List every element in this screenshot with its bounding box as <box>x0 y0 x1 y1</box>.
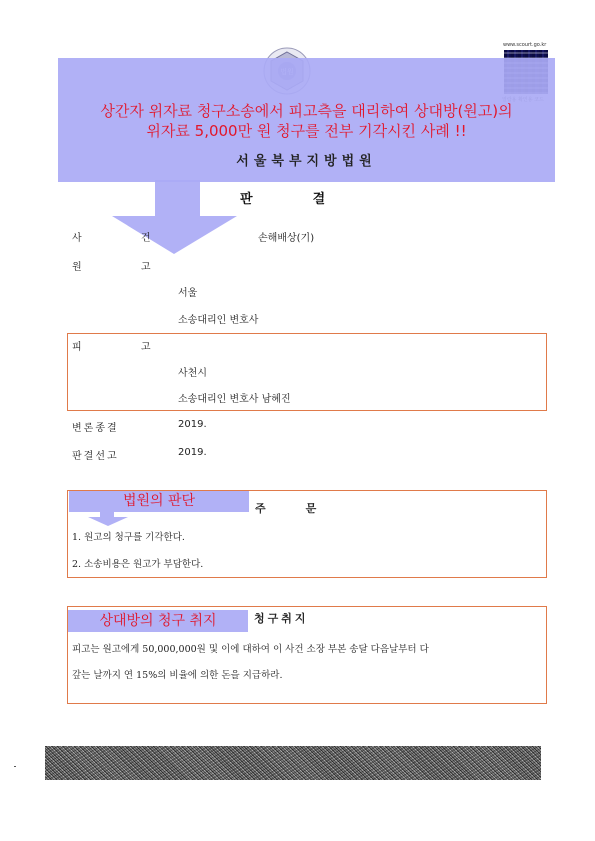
opponent-claim-callout: 상대방의 청구 취지 <box>68 610 248 632</box>
court-judgment-callout: 법원의 판단 <box>69 491 249 512</box>
judgment-title-right: 결 <box>312 192 326 207</box>
redaction-strip <box>45 746 541 780</box>
defendant-label: 피 고 <box>72 342 179 353</box>
order-item-2: 2. 소송비용은 원고가 부담한다. <box>72 559 204 570</box>
defendant-address: 사천시 <box>178 368 207 379</box>
court-name: 서울북부지방법원 <box>236 154 377 169</box>
order-title <box>255 500 316 516</box>
case-value: 손해배상(기) <box>258 233 315 244</box>
judgment-title-left: 판 <box>240 192 253 207</box>
order-title-right: 문 <box>305 502 317 515</box>
claim-line-2: 갚는 날까지 연 15%의 비율에 의한 돈을 지급하라. <box>72 670 283 681</box>
callout-arrow-icon <box>88 512 128 526</box>
ruling-label: 판결선고 <box>72 451 119 462</box>
headline-line-2: 위자료 5,000만 원 청구를 전부 기각시킨 사례 !! <box>146 122 467 140</box>
judgment-title <box>240 188 325 207</box>
headline <box>58 101 555 141</box>
case-label: 사 건 <box>72 233 179 244</box>
stray-mark <box>14 766 16 767</box>
defendant-counsel: 소송대리인 변호사 남혜진 <box>178 394 291 405</box>
hearing-value: 2019. <box>178 419 207 430</box>
plaintiff-address: 서울 <box>178 288 198 299</box>
ruling-value: 2019. <box>178 447 207 458</box>
qr-url: www.scourt.go.kr <box>503 42 547 48</box>
plaintiff-counsel: 소송대리인 변호사 <box>178 315 259 326</box>
hearing-label: 변론종결 <box>72 423 119 434</box>
claim-line-1: 피고는 원고에게 50,000,000원 및 이에 대하여 이 사건 소장 부본 송달 다음날부터 다 <box>72 644 429 655</box>
plaintiff-label: 원 고 <box>72 262 179 273</box>
order-title-left: 주 <box>255 502 266 515</box>
order-item-1: 1. 원고의 청구를 기각한다. <box>72 532 185 543</box>
headline-line-1: 상간자 위자료 청구소송에서 피고측을 대리하여 상대방(원고)의 <box>100 102 513 120</box>
claim-title: 청구취지 <box>254 612 309 625</box>
